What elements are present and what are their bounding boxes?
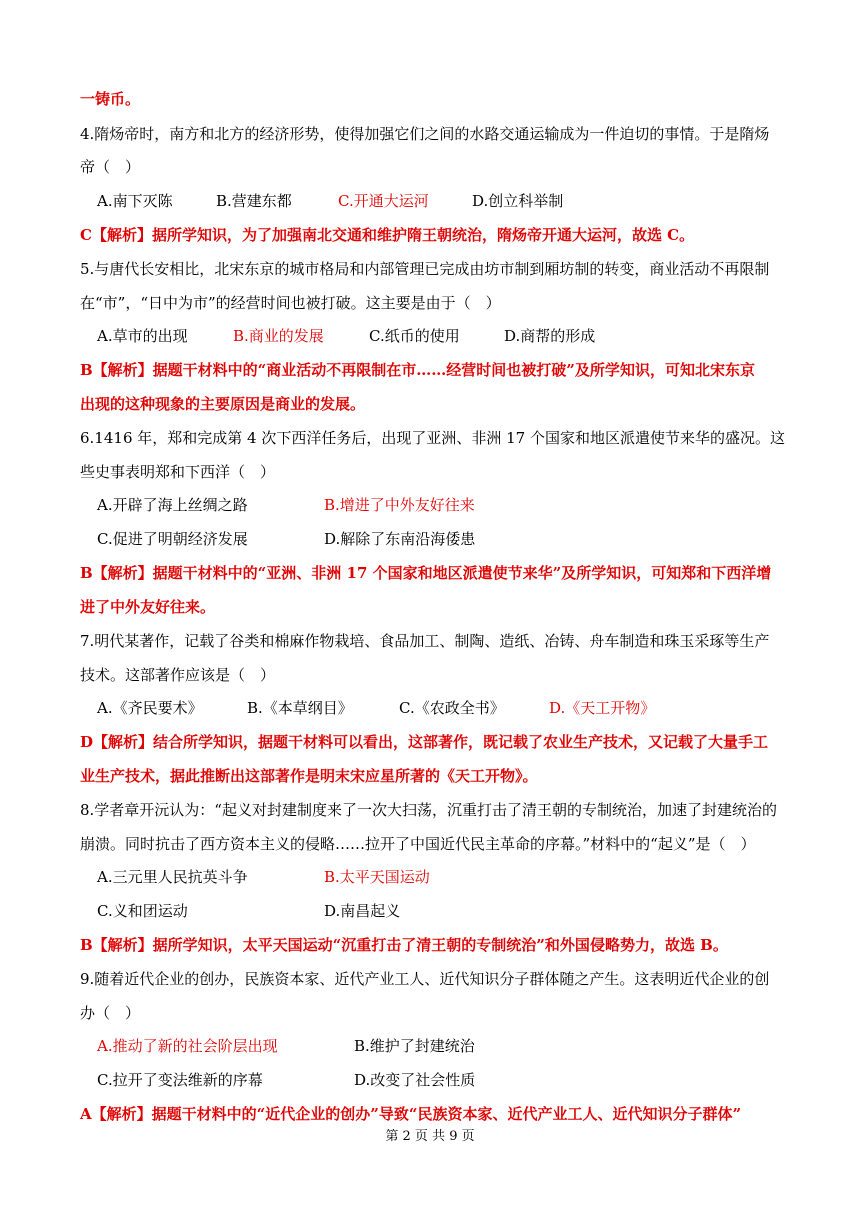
q8-option-a: A.三元里人民抗英斗争 bbox=[97, 868, 248, 886]
answer-5-line-2: 出现的这种现象的主要原因是商业的发展。 bbox=[80, 395, 366, 413]
answer-4: C【解析】据所学知识，为了加强南北交通和维护隋王朝统治，隋炀帝开通大运河，故选 C。 bbox=[80, 226, 695, 244]
q4-option-d: D.创立科举制 bbox=[472, 192, 564, 210]
answer-6-line-1: B【解析】据题干材料中的“亚洲、非洲 17 个国家和地区派遣使节来华”及所学知识，可知郑和下西洋增 bbox=[80, 564, 772, 582]
question-5-line-1: 5.与唐代长安相比，北宋东京的城市格局和内部管理已完成由坊市制到厢坊制的转变，商业活动不再限制 bbox=[80, 260, 770, 278]
question-7-line-2: 技术。这部著作应该是（ ） bbox=[80, 666, 276, 684]
q4-option-a: A.南下灭陈 bbox=[97, 192, 173, 210]
q7-option-d: D.《天工开物》 bbox=[549, 699, 656, 717]
question-8-line-1: 8.学者章开沅认为：“起义对封建制度来了一次大扫荡，沉重打击了清王朝的专制统治，加速了封建统治的 bbox=[80, 801, 777, 819]
q5-option-b: B.商业的发展 bbox=[233, 327, 324, 345]
q9-option-c: C.拉开了变法维新的序幕 bbox=[97, 1071, 263, 1089]
answer-7-line-2: 业生产技术，据此推断出这部著作是明末宋应星所著的《天工开物》。 bbox=[80, 767, 538, 785]
q4-option-b: B.营建东都 bbox=[216, 192, 292, 210]
answer-7-line-1: D【解析】结合所学知识，据题干材料可以看出，这部著作，既记载了农业生产技术，又记载了大量手工 bbox=[80, 733, 769, 751]
question-5-line-2: 在“市”，“日中为市”的经营时间也被打破。这主要是由于（ ） bbox=[80, 294, 501, 312]
page-footer: 第 2 页 共 9 页 bbox=[385, 1129, 475, 1144]
q8-option-b: B.太平天国运动 bbox=[324, 868, 430, 886]
q9-option-a: A.推动了新的社会阶层出现 bbox=[97, 1037, 278, 1055]
q8-option-d: D.南昌起义 bbox=[324, 902, 401, 920]
answer-6-line-2: 进了中外友好往来。 bbox=[80, 598, 216, 616]
q7-option-c: C.《农政全书》 bbox=[399, 699, 505, 717]
q9-option-b: B.维护了封建统治 bbox=[354, 1037, 475, 1055]
q6-option-a: A.开辟了海上丝绸之路 bbox=[97, 496, 248, 514]
q5-option-d: D.商帮的形成 bbox=[504, 327, 596, 345]
question-4-line-2: 帝（ ） bbox=[80, 158, 141, 176]
q6-option-b: B.增进了中外友好往来 bbox=[324, 496, 475, 514]
q5-option-c: C.纸币的使用 bbox=[369, 327, 460, 345]
q7-option-a: A.《齐民要术》 bbox=[97, 699, 203, 717]
question-4-line-1: 4.隋炀帝时，南方和北方的经济形势，使得加强它们之间的水路交通运输成为一件迫切的事情。于是隋炀 bbox=[80, 125, 770, 143]
q5-option-a: A.草市的出现 bbox=[97, 327, 188, 345]
question-7-line-1: 7.明代某著作，记载了谷类和棉麻作物栽培、食品加工、制陶、造纸、冶铸、舟车制造和珠玉采琢等生产 bbox=[80, 632, 770, 650]
question-8-line-2: 崩溃。同时抗击了西方资本主义的侵略……拉开了中国近代民主革命的序幕。”材料中的“起义”是（ ） bbox=[80, 835, 756, 853]
question-6-line-2: 些史事表明郑和下西洋（ ） bbox=[80, 463, 276, 481]
answer-8: B【解析】据所学知识，太平天国运动“沉重打击了清王朝的专制统治”和外国侵略势力，故选 B。 bbox=[80, 936, 728, 954]
q8-option-c: C.义和团运动 bbox=[97, 902, 188, 920]
q4-option-c: C.开通大运河 bbox=[338, 192, 429, 210]
q9-option-d: D.改变了社会性质 bbox=[354, 1071, 476, 1089]
question-9-line-1: 9.随着近代企业的创办，民族资本家、近代产业工人、近代知识分子群体随之产生。这表明近代企业的创 bbox=[80, 970, 770, 988]
question-6-line-1: 6.1416 年，郑和完成第 4 次下西洋任务后，出现了亚洲、非洲 17 个国家和地区派遣使节来华的盛况。这 bbox=[80, 429, 785, 447]
answer-5-line-1: B【解析】据题干材料中的“商业活动不再限制在市……经营时间也被打破”及所学知识，可知北宋东京 bbox=[80, 361, 755, 379]
question-9-line-2: 办（ ） bbox=[80, 1004, 141, 1022]
q6-option-d: D.解除了东南沿海倭患 bbox=[324, 530, 476, 548]
answer-9-line-1: A【解析】据题干材料中的“近代企业的创办”导致“民族资本家、近代产业工人、近代知识分子群体” bbox=[80, 1105, 742, 1123]
answer-tail: 一铸币。 bbox=[80, 90, 141, 108]
q6-option-c: C.促进了明朝经济发展 bbox=[97, 530, 248, 548]
q7-option-b: B.《本草纲目》 bbox=[247, 699, 353, 717]
